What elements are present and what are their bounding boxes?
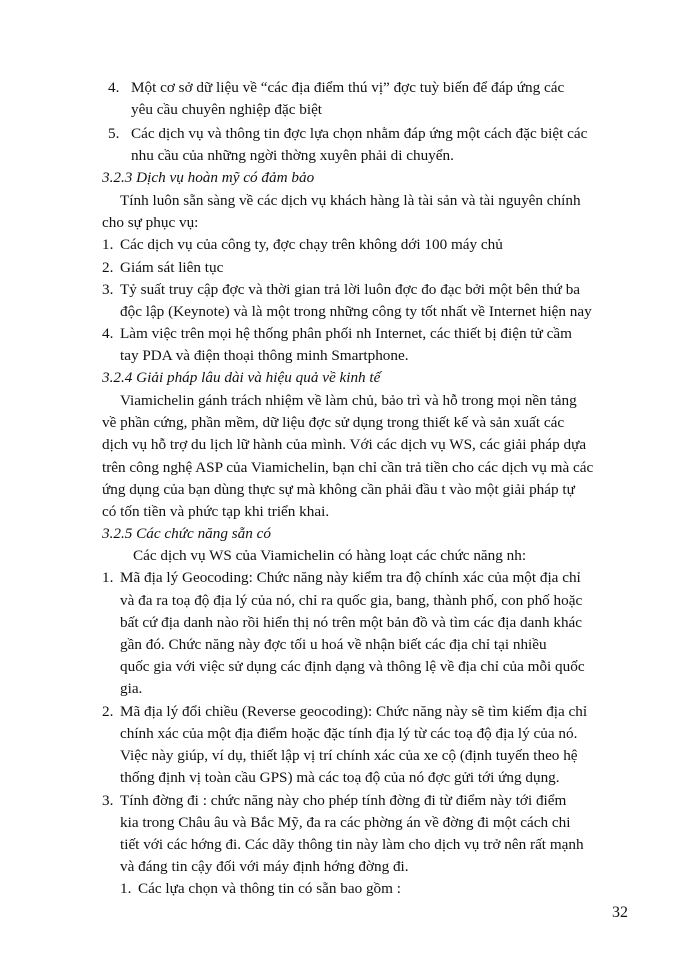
paragraph-line: trên công nghệ ASP của Viamichelin, bạn chỉ cần trả tiền cho các dịch vụ mà các: [102, 459, 594, 476]
sub-list-item-line: Các lựa chọn và thông tin có sẵn bao gồm :: [138, 880, 401, 897]
list-item-number: 5.: [108, 125, 120, 142]
paragraph-line: cho sự phục vụ:: [102, 214, 199, 231]
list-item-line: quốc gia với việc sử dụng các định dạng và thông lệ về địa chỉ của mỗi quốc: [120, 658, 585, 675]
paragraph-line: Tính luôn sẵn sàng về các dịch vụ khách hàng là tài sản và tài nguyên chính: [120, 192, 581, 209]
list-item-line: và đáng tin cậy đối với máy định hớng đờng đi.: [120, 858, 409, 875]
paragraph-line: về phần cứng, phần mềm, dữ liệu đợc sử dụng trong thiết kế và sản xuất các: [102, 414, 565, 431]
list-item-line: gần đó. Chức năng này đợc tối u hoá về nhận biết các địa chỉ tại nhiều: [120, 636, 547, 653]
list-item-line: thống định vị toàn cầu GPS) mà các toạ độ của nó đợc gửi tới ứng dụng.: [120, 769, 560, 786]
section-heading-3-2-3: 3.2.3 Dịch vụ hoàn mỹ có đảm bảo: [102, 169, 315, 186]
paragraph-line: Các dịch vụ WS của Viamichelin có hàng loạt các chức năng nh:: [133, 547, 527, 564]
section-heading-3-2-5: 3.2.5 Các chức năng sẵn có: [102, 525, 271, 542]
paragraph-line: Viamichelin gánh trách nhiệm về làm chủ, bảo trì và hỗ trong mọi nền tảng: [120, 392, 577, 409]
list-item-line: Tỷ suất truy cập đợc và thời gian trả lời luôn đợc đo đạc bởi một bên thứ ba: [120, 281, 581, 298]
list-item-line: nhu cầu của những ngời thờng xuyên phải di chuyển.: [131, 147, 454, 164]
list-item-number: 3.: [102, 281, 114, 298]
list-item-number: 2.: [102, 703, 114, 720]
list-item-number: 2.: [102, 259, 114, 276]
list-item-line: chính xác của một địa điểm hoặc đặc tính địa lý từ các toạ độ địa lý của nó.: [120, 725, 578, 742]
list-item-line: Các dịch vụ của công ty, đợc chạy trên không dới 100 máy chủ: [120, 236, 503, 253]
page-number: 32: [612, 904, 628, 921]
list-item-line: Làm việc trên mọi hệ thống phân phối nh Internet, các thiết bị điện tử cầm: [120, 325, 572, 342]
list-item-line: bất cứ địa danh nào rồi hiển thị nó trên một bản đồ và tìm các địa danh khác: [120, 614, 583, 631]
list-item-line: Việc này giúp, ví dụ, thiết lập vị trí chính xác của xe cộ (định tuyến theo hệ: [120, 747, 578, 764]
list-item-line: Mã địa lý Geocoding: Chức năng này kiểm tra độ chính xác của một địa chỉ: [120, 569, 581, 586]
list-item-line: kia trong Châu âu và Bắc Mỹ, đa ra các phờng án về đờng đi một cách chi: [120, 814, 571, 831]
list-item-line: tay PDA và điện thoại thông minh Smartphone.: [120, 347, 409, 364]
list-item-line: độc lập (Keynote) và là một trong những công ty tốt nhất về Internet hiện nay: [120, 303, 592, 320]
list-item-number: 4.: [108, 79, 120, 96]
list-item-number: 3.: [102, 792, 114, 809]
list-item-number: 1.: [102, 569, 114, 586]
list-item-number: 1.: [102, 236, 114, 253]
paragraph-line: dịch vụ hỗ trợ du lịch lữ hành của mình. Với các dịch vụ WS, các giải pháp dựa: [102, 436, 587, 453]
list-item-line: tiết với các hớng đi. Các dãy thông tin này làm cho dịch vụ trở nên rất mạnh: [120, 836, 584, 853]
list-item-line: Tính đờng đi : chức năng này cho phép tính đờng đi từ điểm này tới điểm: [120, 792, 567, 809]
list-item-line: Giám sát liên tục: [120, 259, 224, 276]
list-item-line: và đa ra toạ độ địa lý của nó, chỉ ra quốc gia, bang, thành phố, con phố hoặc: [120, 592, 583, 609]
sub-list-item-number: 1.: [120, 880, 132, 897]
list-item-line: yêu cầu chuyên nghiệp đặc biệt: [131, 101, 323, 118]
paragraph-line: ứng dụng của bạn dùng thực sự mà không cần phải đầu t vào một giải pháp tự: [102, 481, 575, 498]
list-item-line: Các dịch vụ và thông tin đợc lựa chọn nhằm đáp ứng một cách đặc biệt các: [131, 125, 588, 142]
list-item-number: 4.: [102, 325, 114, 342]
list-item-line: gia.: [120, 680, 143, 697]
list-item-line: Mã địa lý đổi chiều (Reverse geocoding): Chức năng này sẽ tìm kiếm địa chỉ: [120, 703, 588, 720]
section-heading-3-2-4: 3.2.4 Giải pháp lâu dài và hiệu quả về kinh tế: [102, 369, 381, 386]
list-item-line: Một cơ sở dữ liệu về “các địa điểm thú vị” đợc tuỳ biến để đáp ứng các: [131, 79, 565, 96]
paragraph-line: có tốn tiền và phức tạp khi triển khai.: [102, 503, 330, 520]
